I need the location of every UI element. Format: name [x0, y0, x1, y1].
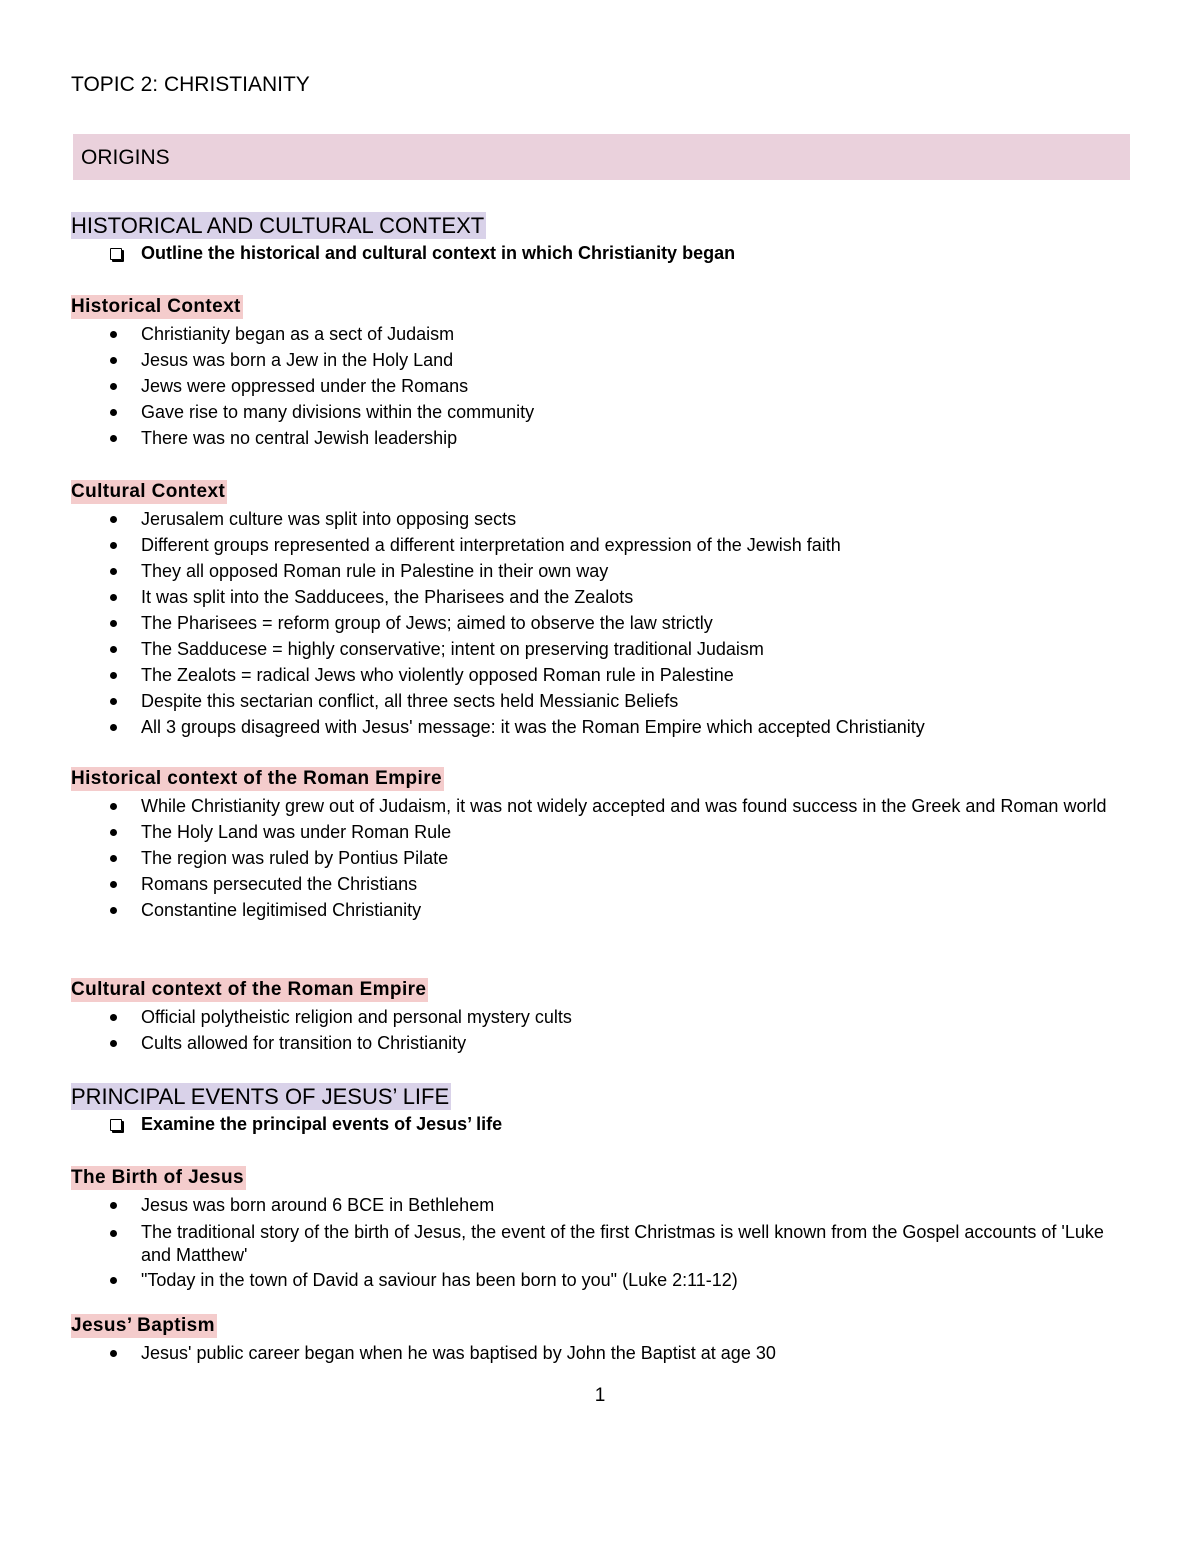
- subsection-heading: Jesus’ Baptism: [71, 1315, 215, 1336]
- bullet-list: [71, 1192, 1131, 1293]
- bullet-icon: [110, 1014, 117, 1021]
- list-item-text: They all opposed Roman rule in Palestine in their own way: [141, 561, 609, 581]
- bullet-list: [71, 793, 1131, 923]
- banner-label: ORIGINS: [81, 146, 170, 169]
- bullet-icon: [110, 1202, 117, 1209]
- bullet-list: [71, 1340, 1131, 1366]
- page-number: 1: [594, 1385, 606, 1406]
- subsection-historical-roman-empire: [71, 767, 1131, 923]
- list-item-text: Christianity began as a sect of Judaism: [141, 324, 455, 344]
- list-item: [141, 347, 1131, 373]
- list-item: [141, 1192, 1131, 1218]
- list-item-text: Different groups represented a different interpretation and expression of the Jewish faith: [141, 535, 841, 555]
- list-item: [141, 425, 1131, 451]
- subsection-heading: Cultural Context: [71, 481, 226, 502]
- bullet-icon: [110, 724, 117, 731]
- section-heading: PRINCIPAL EVENTS OF JESUS’ LIFE: [71, 1084, 450, 1109]
- list-item-text: While Christianity grew out of Judaism, it was not widely accepted and was found success in the Greek and Roman world: [141, 796, 1107, 816]
- bullet-icon: [110, 516, 117, 523]
- bullet-icon: [110, 1230, 117, 1237]
- list-item-text: Despite this sectarian conflict, all three sects held Messianic Beliefs: [141, 691, 679, 711]
- subsection-heading: Cultural context of the Roman Empire: [71, 979, 427, 1000]
- list-item-text: Jerusalem culture was split into opposing sects: [141, 509, 517, 529]
- bullet-icon: [110, 357, 117, 364]
- list-item-text: Jews were oppressed under the Romans: [141, 376, 469, 396]
- list-item: [141, 532, 1131, 558]
- list-item-text: Official polytheistic religion and personal mystery cults: [141, 1007, 572, 1027]
- list-item: [141, 1340, 1131, 1366]
- list-item: [141, 399, 1131, 425]
- list-item: [141, 1030, 1131, 1056]
- bullet-icon: [110, 594, 117, 601]
- subsection-cultural-roman-empire: [71, 978, 1131, 1056]
- bullet-icon: [110, 1350, 117, 1357]
- subsection-heading: Historical context of the Roman Empire: [71, 768, 442, 789]
- bullet-list: [71, 1004, 1131, 1056]
- section-heading: HISTORICAL AND CULTURAL CONTEXT: [71, 213, 485, 238]
- list-item-text: The Holy Land was under Roman Rule: [141, 822, 452, 842]
- bullet-icon: [110, 542, 117, 549]
- list-item: [141, 793, 1131, 819]
- bullet-icon: [110, 409, 117, 416]
- bullet-icon: [110, 331, 117, 338]
- list-item: [141, 636, 1131, 662]
- list-item: [141, 845, 1131, 871]
- subsection-heading: Historical Context: [71, 296, 241, 317]
- objective-text: Examine the principal events of Jesus’ life: [141, 1114, 503, 1134]
- bullet-icon: [110, 803, 117, 810]
- list-item-text: There was no central Jewish leadership: [141, 428, 458, 448]
- objective-item: [141, 1112, 502, 1136]
- list-item: [141, 871, 1131, 897]
- bullet-icon: [110, 829, 117, 836]
- bullet-icon: [110, 620, 117, 627]
- list-item-text: Jesus was born around 6 BCE in Bethlehem: [141, 1195, 495, 1215]
- bullet-icon: [110, 698, 117, 705]
- bullet-icon: [110, 435, 117, 442]
- bullet-icon: [110, 646, 117, 653]
- list-item: [141, 373, 1131, 399]
- list-item: [141, 321, 1131, 347]
- list-item-text: Cults allowed for transition to Christianity: [141, 1033, 467, 1053]
- subsection-historical-context: [71, 295, 1131, 451]
- list-item-text: Romans persecuted the Christians: [141, 874, 418, 894]
- bullet-list: [71, 506, 1131, 740]
- section-historical-cultural-context: [71, 212, 735, 265]
- list-item: [141, 714, 1131, 740]
- list-item-text: Constantine legitimised Christianity: [141, 900, 422, 920]
- list-item: [141, 897, 1131, 923]
- list-item-text: The region was ruled by Pontius Pilate: [141, 848, 449, 868]
- objective-text: Outline the historical and cultural context in which Christianity began: [141, 243, 736, 263]
- list-item: [141, 506, 1131, 532]
- objective-item: [141, 241, 735, 265]
- bullet-icon: [110, 568, 117, 575]
- list-item: [141, 610, 1131, 636]
- bullet-icon: [110, 383, 117, 390]
- list-item: [141, 819, 1131, 845]
- subsection-birth-of-jesus: [71, 1166, 1131, 1293]
- section-principal-events: [71, 1083, 502, 1136]
- list-item: [141, 662, 1131, 688]
- bullet-icon: [110, 907, 117, 914]
- list-item-text: Gave rise to many divisions within the community: [141, 402, 535, 422]
- bullet-icon: [110, 855, 117, 862]
- list-item-text: The Pharisees = reform group of Jews; aimed to observe the law strictly: [141, 613, 713, 633]
- list-item-text: The Zealots = radical Jews who violently opposed Roman rule in Palestine: [141, 665, 734, 685]
- checkbox-icon: [110, 248, 122, 260]
- document-title: TOPIC 2: CHRISTIANITY: [71, 73, 310, 96]
- checkbox-icon: [110, 1119, 122, 1131]
- list-item: [141, 1004, 1131, 1030]
- list-item-text: It was split into the Sadducees, the Pharisees and the Zealots: [141, 587, 634, 607]
- bullet-list: [71, 321, 1131, 451]
- list-item: [141, 1267, 1131, 1293]
- bullet-icon: [110, 672, 117, 679]
- origins-banner: [73, 134, 1130, 180]
- bullet-icon: [110, 881, 117, 888]
- list-item-text: The Sadducese = highly conservative; intent on preserving traditional Judaism: [141, 639, 764, 659]
- list-item-text: Jesus' public career began when he was baptised by John the Baptist at age 30: [141, 1343, 776, 1363]
- list-item-text: The traditional story of the birth of Jesus, the event of the first Christmas is well known from the Gospel accounts of 'Luke and Matthew': [141, 1222, 1104, 1265]
- list-item: [141, 688, 1131, 714]
- list-item-text: All 3 groups disagreed with Jesus' message: it was the Roman Empire which accepted Christianity: [141, 717, 925, 737]
- list-item-text: Jesus was born a Jew in the Holy Land: [141, 350, 454, 370]
- bullet-icon: [110, 1277, 117, 1284]
- subsection-jesus-baptism: [71, 1314, 1131, 1366]
- list-item: [141, 558, 1131, 584]
- list-item: [141, 584, 1131, 610]
- bullet-icon: [110, 1040, 117, 1047]
- subsection-cultural-context: [71, 480, 1131, 740]
- list-item: [141, 1221, 1131, 1267]
- subsection-heading: The Birth of Jesus: [71, 1167, 244, 1188]
- list-item-text: "Today in the town of David a saviour has been born to you" (Luke 2:11-12): [141, 1270, 738, 1290]
